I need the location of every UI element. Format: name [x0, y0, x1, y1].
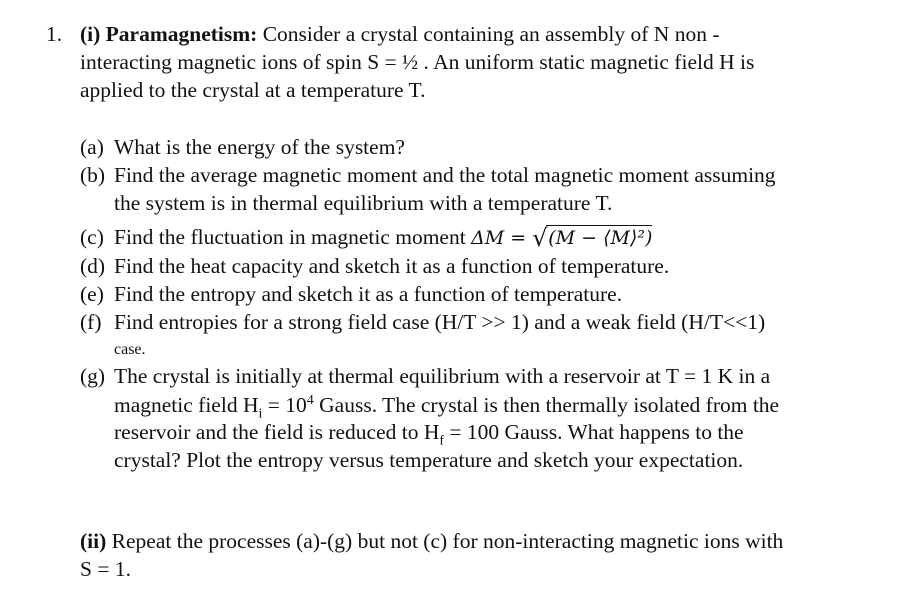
- item-g-line-2-c: Gauss. The crystal is then thermally isolated from the: [313, 393, 780, 418]
- item-c-sqrt: [532, 224, 653, 252]
- item-b-line-2: the system is in thermal equilibrium with a temperature T.: [114, 191, 613, 215]
- item-a-label: (a): [80, 135, 104, 159]
- item-g-line-3-sub: f: [439, 433, 445, 449]
- problem-number: 1.: [46, 22, 63, 46]
- item-b-label: (b): [80, 163, 106, 187]
- part-ii-text-1: Repeat the processes (a)-(g) but not (c) for non-interacting magnetic ions with: [106, 529, 784, 553]
- sqrt-bar: [546, 225, 652, 226]
- item-e-label: (e): [80, 282, 104, 306]
- item-g-label: (g): [80, 364, 106, 388]
- item-c-text: Find the fluctuation in magnetic moment: [114, 225, 472, 249]
- part-i-intro-line-1: [80, 24, 719, 46]
- part-ii-line-2: S = 1.: [80, 557, 131, 581]
- item-g-line-2-sub: i: [258, 406, 263, 422]
- part-ii-heading: (ii): [80, 529, 107, 553]
- item-g-line-2-a: magnetic field H: [114, 393, 259, 418]
- item-b-line-1: Find the average magnetic moment and the total magnetic moment assuming: [114, 163, 776, 187]
- item-f-label: (f): [80, 310, 102, 334]
- item-c-label: (c): [80, 225, 104, 249]
- part-i-heading: (i) Paramagnetism:: [80, 22, 258, 46]
- item-c-line: [114, 224, 653, 252]
- part-i-intro-line-3: applied to the crystal at a temperature T.: [80, 78, 426, 102]
- item-g-line-2: [114, 394, 779, 421]
- item-g-line-3-b: = 100 Gauss. What happens to the: [444, 420, 744, 444]
- part-ii-line-1: [80, 531, 783, 553]
- sqrt-symbol-icon: √: [532, 224, 548, 252]
- item-e-text: Find the entropy and sketch it as a function of temperature.: [114, 282, 623, 306]
- item-d-label: (d): [80, 254, 106, 278]
- item-d-text: Find the heat capacity and sketch it as a function of temperature.: [114, 254, 670, 278]
- item-g-line-3: [114, 422, 744, 448]
- item-f-line-1: Find entropies for a strong field case (H/T >> 1) and a weak field (H/T<<1): [114, 310, 766, 334]
- item-g-line-3-a: reservoir and the field is reduced to H: [114, 420, 440, 444]
- item-g-line-1: The crystal is initially at thermal equilibrium with a reservoir at T = 1 K in a: [114, 364, 771, 388]
- item-g-line-4: crystal? Plot the entropy versus temperature and sketch your expectation.: [114, 448, 744, 472]
- item-c-radicand: (M − ⟨M⟩²): [548, 227, 653, 249]
- item-c-math-lhs: ΔM =: [471, 227, 533, 249]
- item-a-text: What is the energy of the system?: [114, 135, 405, 159]
- part-i-intro-text-1: Consider a crystal containing an assembly of N non -: [257, 22, 720, 46]
- part-i-intro-line-2: interacting magnetic ions of spin S = ½ . An uniform static magnetic field H is: [80, 50, 755, 74]
- item-g-line-2-b: = 10: [262, 393, 307, 418]
- item-g-line-2-sup: 4: [306, 393, 314, 408]
- item-f-line-2: case.: [114, 341, 146, 358]
